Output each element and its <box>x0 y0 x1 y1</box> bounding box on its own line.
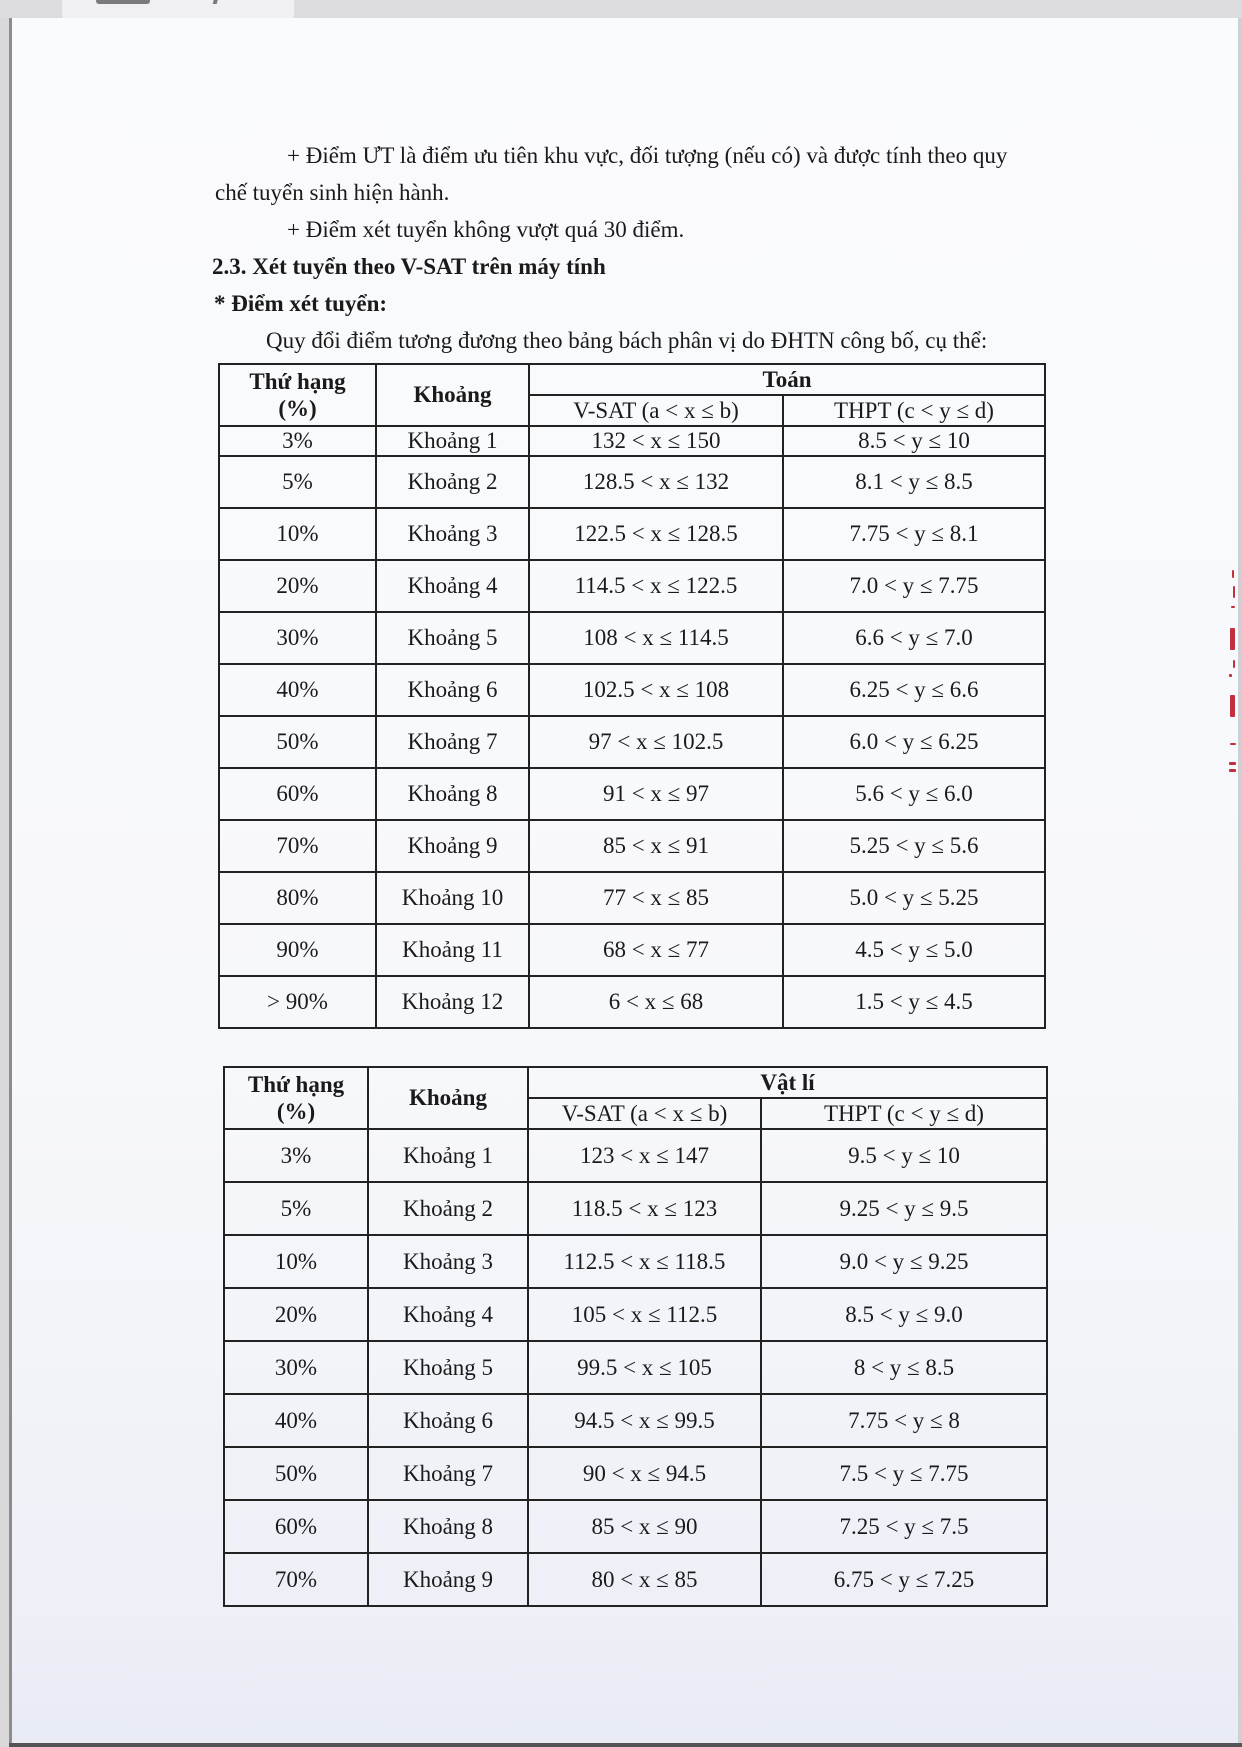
subject-header: Toán <box>529 364 1045 395</box>
table-row <box>224 1500 1047 1553</box>
range-cell: Khoảng 3 <box>376 508 529 560</box>
vsat-header: V-SAT (a < x ≤ b) <box>529 395 783 426</box>
table-row <box>219 456 1045 508</box>
thpt-cell: 7.75 < y ≤ 8.1 <box>783 508 1045 560</box>
rank-cell: 70% <box>224 1553 368 1606</box>
range-cell: Khoảng 5 <box>368 1341 528 1394</box>
table-row <box>219 716 1045 768</box>
range-cell: Khoảng 7 <box>376 716 529 768</box>
rank-header-line2: (%) <box>278 396 317 421</box>
vsat-cell: 105 < x ≤ 112.5 <box>528 1288 761 1341</box>
math-percentile-table <box>218 363 1046 1029</box>
vsat-cell: 102.5 < x ≤ 108 <box>529 664 783 716</box>
rank-cell: 10% <box>219 508 376 560</box>
vsat-header: V-SAT (a < x ≤ b) <box>528 1098 761 1129</box>
table-header-row <box>219 364 1045 395</box>
thpt-cell: 6.6 < y ≤ 7.0 <box>783 612 1045 664</box>
subject-header: Vật lí <box>528 1067 1047 1098</box>
range-cell: Khoảng 9 <box>368 1553 528 1606</box>
vsat-cell: 99.5 < x ≤ 105 <box>528 1341 761 1394</box>
vsat-cell: 77 < x ≤ 85 <box>529 872 783 924</box>
range-cell: Khoảng 12 <box>376 976 529 1028</box>
table-header-row <box>224 1067 1047 1098</box>
thpt-cell: 5.0 < y ≤ 5.25 <box>783 872 1045 924</box>
rank-cell: 50% <box>219 716 376 768</box>
section-heading: 2.3. Xét tuyển theo V-SAT trên máy tính <box>212 254 606 279</box>
thpt-cell: 4.5 < y ≤ 5.0 <box>783 924 1045 976</box>
thpt-cell: 9.5 < y ≤ 10 <box>761 1129 1047 1182</box>
rank-cell: 20% <box>224 1288 368 1341</box>
thpt-cell: 8.5 < y ≤ 9.0 <box>761 1288 1047 1341</box>
table-row <box>224 1182 1047 1235</box>
table-row <box>224 1447 1047 1500</box>
vsat-cell: 112.5 < x ≤ 118.5 <box>528 1235 761 1288</box>
vsat-cell: 123 < x ≤ 147 <box>528 1129 761 1182</box>
thpt-cell: 8 < y ≤ 8.5 <box>761 1341 1047 1394</box>
rank-cell: 20% <box>219 560 376 612</box>
thpt-cell: 6.75 < y ≤ 7.25 <box>761 1553 1047 1606</box>
range-cell: Khoảng 10 <box>376 872 529 924</box>
thpt-header: THPT (c < y ≤ d) <box>783 395 1045 426</box>
rank-header-line1: Thứ hạng <box>249 369 346 394</box>
thpt-cell: 7.5 < y ≤ 7.75 <box>761 1447 1047 1500</box>
thpt-cell: 5.25 < y ≤ 5.6 <box>783 820 1045 872</box>
rank-cell: > 90% <box>219 976 376 1028</box>
vsat-cell: 80 < x ≤ 85 <box>528 1553 761 1606</box>
vsat-cell: 6 < x ≤ 68 <box>529 976 783 1028</box>
range-cell: Khoảng 5 <box>376 612 529 664</box>
page-edge <box>1238 18 1242 1747</box>
range-cell: Khoảng 11 <box>376 924 529 976</box>
thpt-cell: 7.25 < y ≤ 7.5 <box>761 1500 1047 1553</box>
table-row <box>224 1129 1047 1182</box>
paragraph-text: chế tuyển sinh hiện hành. <box>215 180 450 205</box>
rank-cell: 60% <box>219 768 376 820</box>
thpt-cell: 6.25 < y ≤ 6.6 <box>783 664 1045 716</box>
subheading: * Điểm xét tuyển: <box>214 291 388 316</box>
range-cell: Khoảng 3 <box>368 1235 528 1288</box>
vsat-cell: 118.5 < x ≤ 123 <box>528 1182 761 1235</box>
rank-cell: 80% <box>219 872 376 924</box>
table-row <box>219 508 1045 560</box>
rank-cell: 5% <box>219 456 376 508</box>
vsat-cell: 114.5 < x ≤ 122.5 <box>529 560 783 612</box>
table-row <box>224 1235 1047 1288</box>
paragraph-max-score <box>215 211 1115 248</box>
physics-percentile-table <box>223 1066 1048 1607</box>
table-row <box>224 1553 1047 1606</box>
table-row <box>219 768 1045 820</box>
rank-header-line1: Thứ hạng <box>247 1072 345 1097</box>
paragraph-continuation <box>215 174 1115 211</box>
vsat-cell: 85 < x ≤ 91 <box>529 820 783 872</box>
thpt-cell: 6.0 < y ≤ 6.25 <box>783 716 1045 768</box>
table-row <box>224 1341 1047 1394</box>
thpt-header: THPT (c < y ≤ d) <box>761 1098 1047 1129</box>
range-cell: Khoảng 4 <box>368 1288 528 1341</box>
vsat-cell: 128.5 < x ≤ 132 <box>529 456 783 508</box>
vsat-cell: 68 < x ≤ 77 <box>529 924 783 976</box>
range-cell: Khoảng 4 <box>376 560 529 612</box>
thpt-cell: 1.5 < y ≤ 4.5 <box>783 976 1045 1028</box>
range-cell: Khoảng 1 <box>376 426 529 456</box>
range-header: Khoảng <box>376 364 529 426</box>
table-row <box>219 820 1045 872</box>
rank-cell: 50% <box>224 1447 368 1500</box>
range-cell: Khoảng 9 <box>376 820 529 872</box>
rank-cell: 3% <box>224 1129 368 1182</box>
rank-cell: 30% <box>224 1341 368 1394</box>
rank-cell: 40% <box>224 1394 368 1447</box>
stamp-fragment <box>1218 570 1238 780</box>
thpt-cell: 9.0 < y ≤ 9.25 <box>761 1235 1047 1288</box>
rank-header <box>219 364 376 426</box>
thpt-cell: 8.5 < y ≤ 10 <box>783 426 1045 456</box>
range-cell: Khoảng 6 <box>376 664 529 716</box>
page-bottom-edge <box>9 1743 1242 1747</box>
range-cell: Khoảng 8 <box>376 768 529 820</box>
thpt-cell: 9.25 < y ≤ 9.5 <box>761 1182 1047 1235</box>
rank-header-line2: (%) <box>276 1099 316 1124</box>
paragraph-text: + Điểm ƯT là điểm ưu tiên khu vực, đối tượng (nếu có) và được tính theo quy <box>287 143 1008 168</box>
page-indicator-icon <box>213 0 220 4</box>
table-row <box>219 976 1045 1028</box>
vsat-cell: 94.5 < x ≤ 99.5 <box>528 1394 761 1447</box>
rank-header <box>224 1067 368 1129</box>
thpt-cell: 7.75 < y ≤ 8 <box>761 1394 1047 1447</box>
range-cell: Khoảng 8 <box>368 1500 528 1553</box>
rank-cell: 60% <box>224 1500 368 1553</box>
vsat-cell: 132 < x ≤ 150 <box>529 426 783 456</box>
vsat-cell: 85 < x ≤ 90 <box>528 1500 761 1553</box>
rank-cell: 5% <box>224 1182 368 1235</box>
rank-cell: 90% <box>219 924 376 976</box>
table-row <box>224 1394 1047 1447</box>
rank-cell: 30% <box>219 612 376 664</box>
table-row <box>224 1288 1047 1341</box>
table-row <box>219 872 1045 924</box>
drag-handle-icon <box>96 0 150 4</box>
paragraph-text: + Điểm xét tuyển không vượt quá 30 điểm. <box>287 217 685 242</box>
range-header: Khoảng <box>368 1067 528 1129</box>
rank-cell: 70% <box>219 820 376 872</box>
range-cell: Khoảng 1 <box>368 1129 528 1182</box>
document-body <box>212 137 1115 359</box>
range-cell: Khoảng 6 <box>368 1394 528 1447</box>
vsat-cell: 97 < x ≤ 102.5 <box>529 716 783 768</box>
table-row <box>219 426 1045 456</box>
vsat-cell: 122.5 < x ≤ 128.5 <box>529 508 783 560</box>
range-cell: Khoảng 2 <box>376 456 529 508</box>
vsat-cell: 91 < x ≤ 97 <box>529 768 783 820</box>
table-row <box>219 664 1045 716</box>
vsat-cell: 108 < x ≤ 114.5 <box>529 612 783 664</box>
thpt-cell: 8.1 < y ≤ 8.5 <box>783 456 1045 508</box>
table-row <box>219 560 1045 612</box>
table-row <box>219 924 1045 976</box>
rank-cell: 10% <box>224 1235 368 1288</box>
thpt-cell: 7.0 < y ≤ 7.75 <box>783 560 1045 612</box>
range-cell: Khoảng 2 <box>368 1182 528 1235</box>
rank-cell: 40% <box>219 664 376 716</box>
thpt-cell: 5.6 < y ≤ 6.0 <box>783 768 1045 820</box>
rank-cell: 3% <box>219 426 376 456</box>
vsat-cell: 90 < x ≤ 94.5 <box>528 1447 761 1500</box>
range-cell: Khoảng 7 <box>368 1447 528 1500</box>
paragraph-priority-points <box>215 137 1115 174</box>
intro-paragraph: Quy đổi điểm tương đương theo bảng bách phân vị do ĐHTN công bố, cụ thể: <box>266 328 988 353</box>
table-row <box>219 612 1045 664</box>
